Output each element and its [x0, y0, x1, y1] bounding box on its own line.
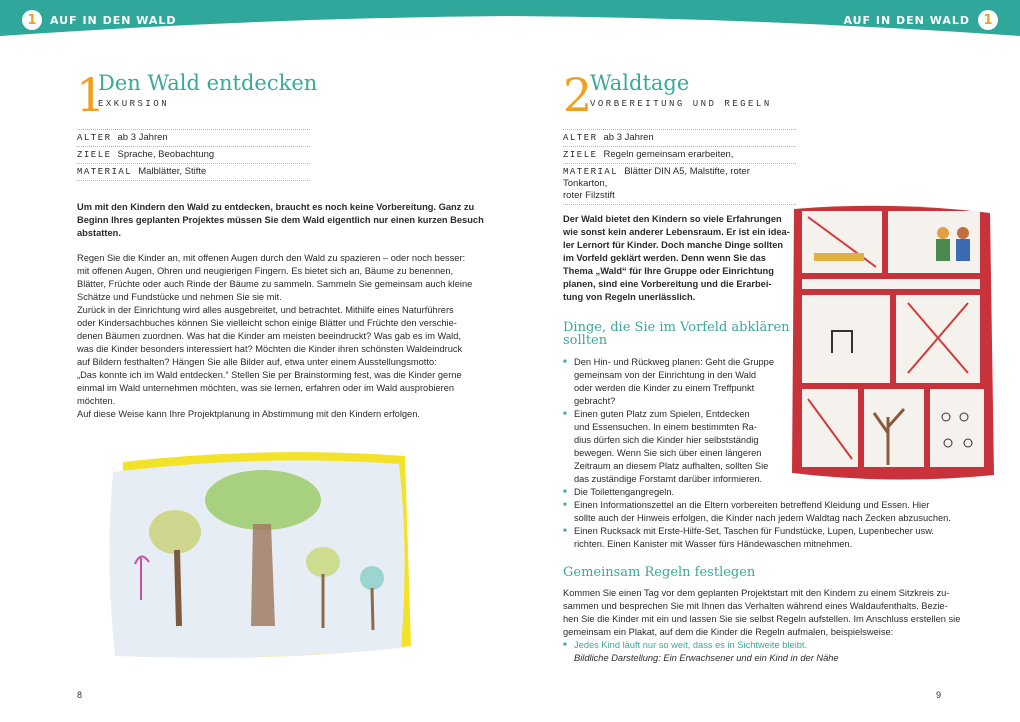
page-number: 9 [936, 690, 942, 700]
chapter-badge: 1 [978, 10, 998, 30]
info-row: ZIELE Regeln gemeinsam erarbeiten, [563, 146, 796, 163]
list-item: ■ Den Hin- und Rückweg planen: Geht die Gruppe gemeinsam von der Einrichtung in den Wald oder werden die Kinder zu einem Treffpunkt gebracht? [563, 356, 951, 408]
section-number: 1 [76, 68, 106, 122]
list-item: ■ Einen Informationszettel an die Eltern vorbereiten betreffend Kleidung und Essen. Hier sollte auch der Hinweis erfolgen, die Kinder nach jedem Waldtag nach Zecken abzusuchen. [563, 499, 951, 525]
section-subtitle: EXKURSION [98, 99, 170, 109]
list-item: ■ Einen Rucksack mit Erste-Hilfe-Set, Taschen für Fundstücke, Lupen, Lupenbecher usw. richten. Einen Kanister mit Wasser fürs Händewaschen mitnehmen. [563, 525, 951, 551]
chapter-title: AUF IN DEN WALD [50, 13, 177, 27]
info-row: ALTER ab 3 Jahren [77, 129, 310, 146]
section-number: 2 [563, 68, 593, 122]
rule-example-list [563, 639, 839, 665]
header-right [843, 9, 998, 31]
checklist [563, 356, 951, 551]
tree-drawing-image [105, 450, 415, 665]
body-text: Regen Sie die Kinder an, mit offenen Augen durch den Wald zu spazieren – oder noch besser: mit offenen Augen, Ohren und neugierigen Fingern. Es bietet sich an, Bäume zu benennen, Blätter, Früchte oder auch Rinde der Bäume zu sammeln. Sammeln Sie gemeinsam auch kleine Schätze und Fundstücke und nehmen Sie sie mit. Zurück in der Einrichtung wird alles ausgebreitet, und betrachtet. Mithilfe eines Naturführers oder Kindersachbuches können Sie vielleicht schon einige Blätter und Früchte den verschie- denen Bäumen zuordnen. Was hat die Kinder am meisten beeindruckt? Was gab es im Wald, was die Kinder besonders interessiert hat? Möchten die Kinder ihren schönsten Waldeindruck auf Bildern festhalten? Hängen Sie alle Bilder auf, etwa unter einem Ausstellungsmotto: „Das konnte ich im Wald entdecken.“ Stellen Sie per Brainstorming fest, was die Kinder gerne einmal im Wald unternehmen möchten, was sie lernen, erfahren oder im Wald ausprobieren möchten. Auf diese Weise kann Ihre Projektplanung in Abstimmung mit den Kindern erfolgen. [77, 253, 473, 419]
info-row: ZIELE Sprache, Beobachtung [77, 146, 310, 163]
info-row: MATERIAL Malblätter, Stifte [77, 163, 310, 181]
section-subtitle: VORBEREITUNG UND REGELN [590, 99, 772, 109]
intro-paragraph: Um mit den Kindern den Wald zu entdecken, braucht es noch keine Vorbereitung. Ganz zu Beginn Ihres geplanten Projektes müssen Sie dem Wald eigentlich nur einen kurzen Besuch abstatten. [77, 202, 484, 238]
list-item: ■ Jedes Kind läuft nur so weit, dass es in Sichtweite bleibt. Bildliche Darstellung: Ein Erwachsener und ein Kind in der Nähe [563, 639, 839, 665]
info-box [77, 129, 310, 181]
list-item: ■ Die Toilettengangregeln. [563, 486, 951, 499]
chapter-title: AUF IN DEN WALD [843, 13, 970, 27]
section-title: Waldtage [590, 71, 690, 95]
section-title: Den Wald entdecken [98, 71, 318, 95]
page-number: 8 [77, 690, 83, 700]
list-item: ■ Einen guten Platz zum Spielen, Entdecken und Essensuchen. In einem bestimmten Ra- dius dürfen sich die Kinder hier selbstständig bewegen. Wenn Sie sich über einen längeren Zeitraum an diesem Platz aufhalten, sollten Sie das zuständige Forstamt darüber informieren. [563, 408, 951, 486]
chapter-badge: 1 [22, 10, 42, 30]
subheading-vorfeld: Dinge, die Sie im Vorfeld abklären sollten [563, 320, 790, 348]
info-row: ALTER ab 3 Jahren [563, 129, 796, 146]
intro-paragraph: Der Wald bietet den Kindern so viele Erfahrungen wie sonst kein anderer Lebensraum. Er ist ein idea- ler Lernort für Kinder. Doch manche Dinge sollten im Vorfeld geklärt werden. Denn wenn Sie das Thema „Wald“ für Ihre Gruppe oder Einrichtung planen, sind eine Vorbereitung und die Erarbei- tung von Regeln unerlässlich. [563, 214, 790, 302]
info-row: MATERIAL Blätter DIN A5, Malstifte, roter Tonkarton, roter Filzstift [563, 163, 796, 205]
header-left [22, 9, 177, 31]
info-box [563, 129, 796, 205]
subheading-regeln: Gemeinsam Regeln festlegen [563, 565, 756, 580]
body-text: Kommen Sie einen Tag vor dem geplanten Projektstart mit den Kindern zu einem Sitzkreis zu- sammen und besprechen Sie mit Ihnen das Verhalten während eines Waldaufenthalts. Bezie- hen Sie die Kinder mit ein und lassen Sie sie selbst Regeln aufstellen. Im Anschluss erstellen sie gemeinsam ein Plakat, auf dem die Kinder die Regeln aufmalen, beispielsweise: [563, 588, 961, 637]
